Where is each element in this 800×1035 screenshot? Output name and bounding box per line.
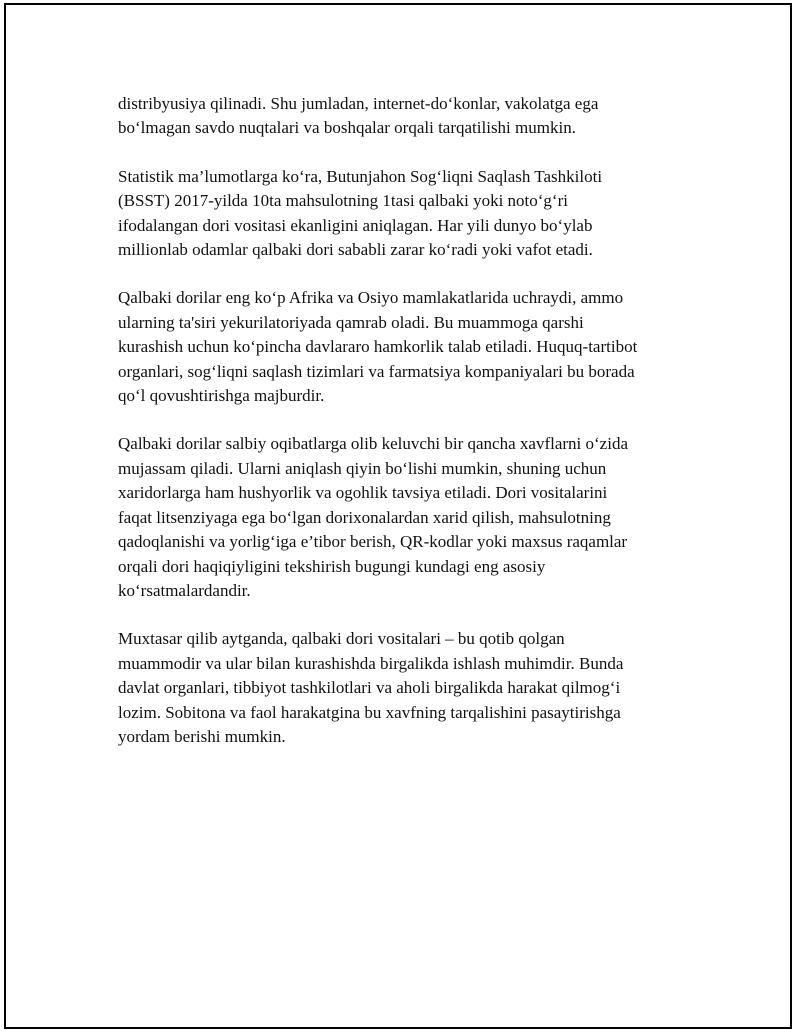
paragraph-5: Muxtasar qilib aytganda, qalbaki dori vositalari – bu qotib qolgan muammodir va ular bilan kurashishda birgalikda ishlash muhimdir. Bunda davlat organlari, tibbiyot tashkilotlari va aholi birgalikda harakat qilmog‘i lozim. Sobitona va faol harakatgina bu xavfning tarqalishini pasaytirishga yordam berishi mumkin. — [118, 629, 624, 746]
paragraph-3: Qalbaki dorilar eng ko‘p Afrika va Osiyo mamlakatlarida uchraydi, ammo ularning ta'siri yekurilatoriyada qamrab oladi. Bu muammoga qarshi kurashish uchun ko‘pincha davlararo hamkorlik talab etiladi. Huquq-tartibot organlari, sog‘liqni saqlash tizimlari va farmatsiya kompaniyalari bu borada qo‘l qovushtirishga majburdir. — [118, 288, 638, 406]
paragraph-4: Qalbaki dorilar salbiy oqibatlarga olib keluvchi bir qancha xavflarni o‘zida mujassam qiladi. Ularni aniqlash qiyin bo‘lishi mumkin, shuning uchun xaridorlarga ham hushyorlik va ogohlik tavsiya etiladi. Dori vositalarini faqat litsenziyaga ega bo‘lgan dorixonalardan xarid qilish, mahsulotning qadoqlanishi va yorlig‘iga e’tibor berish, QR-kodlar yoki maxsus raqamlar orqali dori haqiqiyligini tekshirish bugungi kundagi eng asosiy ko‘rsatmalardandir. — [118, 434, 628, 600]
paragraph-2: Statistik ma’lumotlarga ko‘ra, Butunjahon Sog‘liqni Saqlash Tashkiloti (BSST) 2017-yilda 10ta mahsulotning 1tasi qalbaki yoki noto‘g‘ri ifodalangan dori vositasi ekanligini aniqlagan. Har yili dunyo bo‘ylab millionlab odamlar qalbaki dori sababli zarar ko‘radi yoki vafot etadi. — [118, 166, 603, 260]
document-body — [118, 92, 698, 773]
paragraph-1: distribyusiya qilinadi. Shu jumladan, internet-do‘konlar, vakolatga ega bo‘lmagan savdo nuqtalari va boshqalar orqali tarqatilishi mumkin. — [118, 94, 599, 138]
